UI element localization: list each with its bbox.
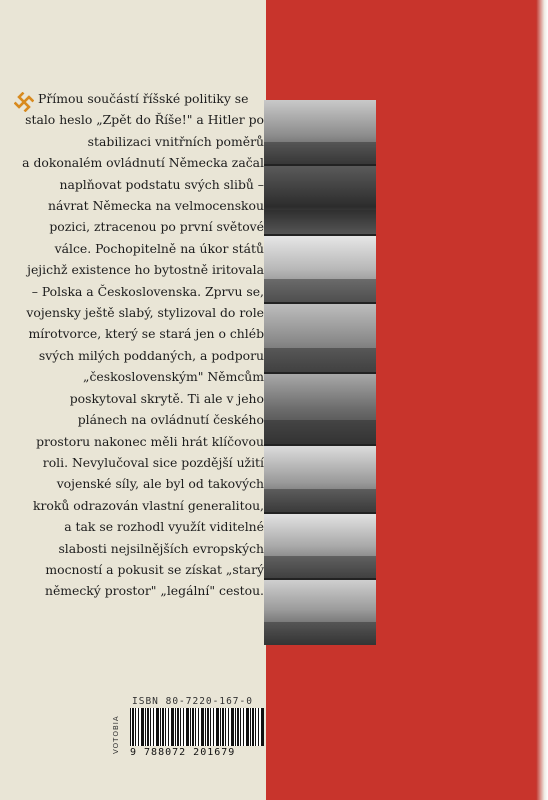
back-cover-blurb xyxy=(10,88,264,602)
photo-aircraft xyxy=(264,100,376,164)
blurb-line: mírotvorce, který se stará jen o chléb xyxy=(28,326,264,342)
photo-marching-crowd xyxy=(264,580,376,645)
blurb-line: pozici, ztracenou po první světové xyxy=(49,219,264,235)
barcode-block xyxy=(112,696,268,760)
blurb-line: kroků odrazován vlastní generalitou, xyxy=(32,497,264,513)
blurb-line: stalo heslo „Zpět do Říše!" a Hitler po xyxy=(25,112,264,128)
photo-cavalry xyxy=(264,446,376,512)
blurb-line: a dokonalém ovládnutí Německa začal xyxy=(22,155,264,171)
book-spine-edge xyxy=(536,0,548,800)
photo-tank-column xyxy=(264,374,376,444)
photo-rally xyxy=(264,166,376,234)
photo-strip xyxy=(264,100,376,645)
blurb-line: slabosti nejsilnějších evropských xyxy=(58,540,264,556)
photo-gallows xyxy=(264,304,376,372)
ean-number: 9 788072 201679 xyxy=(130,747,236,758)
photo-tank xyxy=(264,514,376,578)
blurb-line: jejichž existence ho bytostně iritovala xyxy=(27,262,264,278)
blurb-line: vojenské síly, ale byl od takových xyxy=(56,476,264,492)
blurb-line: naplňovat podstatu svých slibů – xyxy=(59,176,264,192)
blurb-line: – Polska a Československa. Zprvu se, xyxy=(31,283,264,299)
blurb-line: svých milých poddaných, a podporu xyxy=(38,347,264,363)
publisher-label: VOTOBIA xyxy=(112,715,120,754)
isbn-label: ISBN 80-7220-167-0 xyxy=(132,696,253,707)
blurb-line: a tak se rozhodl využít viditelné xyxy=(64,519,264,535)
blurb-line: „československým" Němcům xyxy=(83,369,264,385)
blurb-line: roli. Nevylučoval sice pozdější užití xyxy=(42,454,264,470)
blurb-line: Přímou součástí říšské politiky se xyxy=(38,91,249,106)
blurb-line: poskytoval skrytě. Ti ale v jeho xyxy=(69,390,264,406)
blurb-line: stabilizaci vnitřních poměrů xyxy=(87,133,264,149)
blurb-line: mocností a pokusit se získat „starý xyxy=(45,561,264,577)
blurb-line: prostoru nakonec měli hrát klíčovou xyxy=(36,433,264,449)
photo-factory xyxy=(264,236,376,302)
barcode xyxy=(130,708,264,746)
blurb-line: německý prostor" „legální" cestou. xyxy=(44,583,264,599)
blurb-line: plánech na ovládnutí českého xyxy=(77,412,264,428)
blurb-line: návrat Německa na velmocenskou xyxy=(48,198,264,214)
blurb-line: válce. Pochopitelně na úkor států xyxy=(54,240,264,256)
blurb-line: vojensky ještě slabý, stylizoval do role xyxy=(26,305,264,321)
